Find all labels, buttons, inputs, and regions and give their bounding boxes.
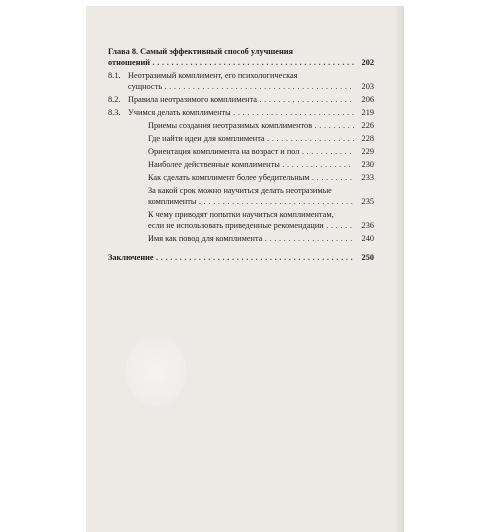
toc-subsection-title-text: Имя как повод для комплимента [148,234,263,243]
toc-subsection-title [148,233,354,244]
toc-subsection [148,233,374,244]
paper-stain [126,336,186,406]
toc-subsection [148,146,374,157]
toc-chapter-title-line2-text: отношений [108,58,151,67]
toc-subsection [148,185,374,207]
toc-page-number: 206 [361,95,374,104]
toc-section-title-text: Учимся делать комплименты [128,108,231,117]
toc-subsection-title-text: Как сделать комплимент более убедительным [148,173,310,182]
toc-subsection-title-line2-text: если не использовать приведенные рекомендации [148,221,324,230]
toc-subsection [148,209,374,231]
page-edge-shadow [394,6,404,532]
toc-section-title-line2-text: сущность [128,82,162,91]
toc-conclusion-title [108,252,354,263]
table-of-contents [108,46,374,263]
toc-page-number: 203 [361,82,374,91]
toc-subsection [148,159,374,170]
toc-section-title [128,94,354,105]
toc-page-number: 235 [361,197,374,206]
toc-subsection [148,133,374,144]
toc-subsection-title-text: Наиболее действенные комплименты [148,160,280,169]
toc-section-number: 8.1. [108,71,121,80]
toc-chapter-8 [108,46,374,68]
toc-chapter-title-line2 [108,57,354,68]
toc-section-number: 8.2. [108,95,121,104]
toc-subsection-title [148,133,354,144]
toc-section-number: 8.3. [108,108,121,117]
toc-page-number: 228 [361,134,374,143]
toc-subsection-title [148,120,354,131]
toc-subsection-title-line2 [148,196,354,207]
toc-page-number: 219 [361,108,374,117]
toc-subsection-title-line2-text: комплименты [148,197,197,206]
toc-subsection-title-text: Ориентация комплимента на возраст и пол [148,147,300,156]
toc-section-title-line1: Неотразимый комплимент, его психологическая [128,71,298,80]
toc-section-title [128,107,354,118]
toc-page-number: 229 [361,147,374,156]
toc-subsection [148,172,374,183]
toc-subsection-title-line1: За какой срок можно научиться делать неотразимые [148,186,332,195]
toc-conclusion-title-text: Заключение [108,253,154,262]
toc-subsection-title-text: Где найти идеи для комплимента [148,134,265,143]
toc-subsection [148,120,374,131]
toc-conclusion [108,252,374,263]
toc-section-title-text: Правила неотразимого комплимента [128,95,257,104]
toc-page-number: 226 [361,121,374,130]
toc-subsection-title [148,146,354,157]
toc-subsection-title-line1: К чему приводят попытки научиться комплиментам, [148,210,334,219]
toc-page-number: 233 [361,173,374,182]
toc-page-number: 240 [361,234,374,243]
toc-subsection-title-text: Приемы создания неотразимых комплиментов [148,121,313,130]
toc-subsection-title-line2 [148,220,354,231]
toc-subsection-title [148,159,354,170]
book-page [86,6,404,532]
toc-section-8-1 [108,70,374,92]
toc-page-number: 250 [361,253,374,262]
toc-chapter-title-line1: Глава 8. Самый эффективный способ улучшения [108,47,294,56]
toc-page-number: 230 [361,160,374,169]
toc-page-number: 202 [361,58,374,67]
toc-page-number: 236 [361,221,374,230]
toc-subsection-title [148,172,354,183]
toc-section-title-line2 [128,81,354,92]
toc-section-8-3 [108,107,374,118]
toc-section-8-2 [108,94,374,105]
